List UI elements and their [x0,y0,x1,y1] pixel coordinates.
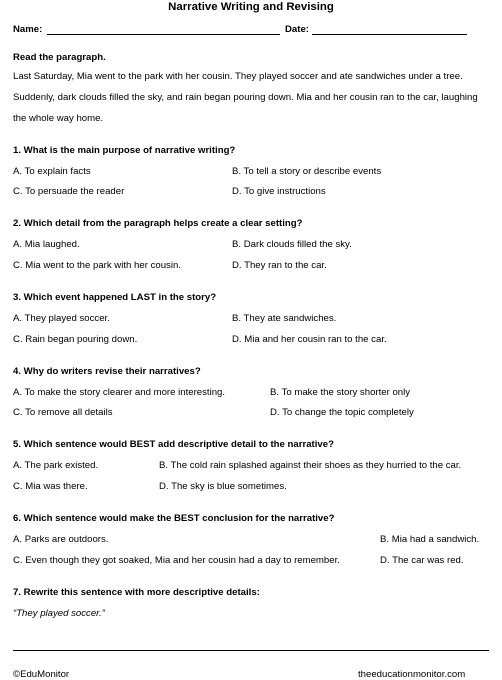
question-6: 6. Which sentence would make the BEST conclusion for the narrative? [13,513,335,524]
name-label: Name: [13,24,43,35]
q1-option-c[interactable]: C. To persuade the reader [13,186,125,197]
q5-option-d[interactable]: D. The sky is blue sometimes. [159,481,287,492]
q4-option-b[interactable]: B. To make the story shorter only [270,387,411,398]
date-label: Date: [285,24,309,35]
question-3: 3. Which event happened LAST in the story? [13,292,217,303]
page-title: Narrative Writing and Revising [168,1,334,13]
q6-option-d[interactable]: D. The car was red. [380,555,464,566]
q1-option-b[interactable]: B. To tell a story or describe events [232,166,382,177]
q7-prompt-sentence: “They played soccer.” [13,608,105,619]
q2-option-c[interactable]: C. Mia went to the park with her cousin. [13,260,181,271]
question-1: 1. What is the main purpose of narrative writing? [13,145,236,156]
reading-paragraph: Last Saturday, Mia went to the park with her cousin. They played soccer and ate sandwiches under a tree. Suddenly, dark clouds filled the sky, and rain began pouring down. Mia and her cousin ran to the car, laughing the whole way home. [13,71,478,124]
q2-option-a[interactable]: A. Mia laughed. [13,239,80,250]
q3-option-b[interactable]: B. They ate sandwiches. [232,313,337,324]
q5-option-b[interactable]: B. The cold rain splashed against their shoes as they hurried to the car. [159,460,462,471]
q6-option-c[interactable]: C. Even though they got soaked, Mia and her cousin had a day to remember. [13,555,340,566]
q6-option-a[interactable]: A. Parks are outdoors. [13,534,109,545]
q4-option-d[interactable]: D. To change the topic completely [270,407,414,418]
footer-copyright: ©EduMonitor [13,669,70,680]
question-7: 7. Rewrite this sentence with more descriptive details: [13,587,260,598]
q6-option-b[interactable]: B. Mia had a sandwich. [380,534,480,545]
q5-option-a[interactable]: A. The park existed. [13,460,99,471]
footer-website[interactable]: theeducationmonitor.com [358,669,466,680]
question-5: 5. Which sentence would BEST add descriptive detail to the narrative? [13,439,334,450]
question-2: 2. Which detail from the paragraph helps create a clear setting? [13,218,303,229]
instruction: Read the paragraph. [13,52,106,63]
q3-option-d[interactable]: D. Mia and her cousin ran to the car. [232,334,387,345]
q1-option-d[interactable]: D. To give instructions [232,186,326,197]
q5-option-c[interactable]: C. Mia was there. [13,481,88,492]
question-4: 4. Why do writers revise their narratives? [13,366,201,377]
q3-option-c[interactable]: C. Rain began pouring down. [13,334,138,345]
name-field[interactable] [47,34,280,35]
q2-option-d[interactable]: D. They ran to the car. [232,260,327,271]
answer-line[interactable] [13,650,489,651]
q2-option-b[interactable]: B. Dark clouds filled the sky. [232,239,352,250]
q4-option-a[interactable]: A. To make the story clearer and more interesting. [13,387,226,398]
q3-option-a[interactable]: A. They played soccer. [13,313,110,324]
date-field[interactable] [312,34,467,35]
q1-option-a[interactable]: A. To explain facts [13,166,91,177]
q4-option-c[interactable]: C. To remove all details [13,407,113,418]
